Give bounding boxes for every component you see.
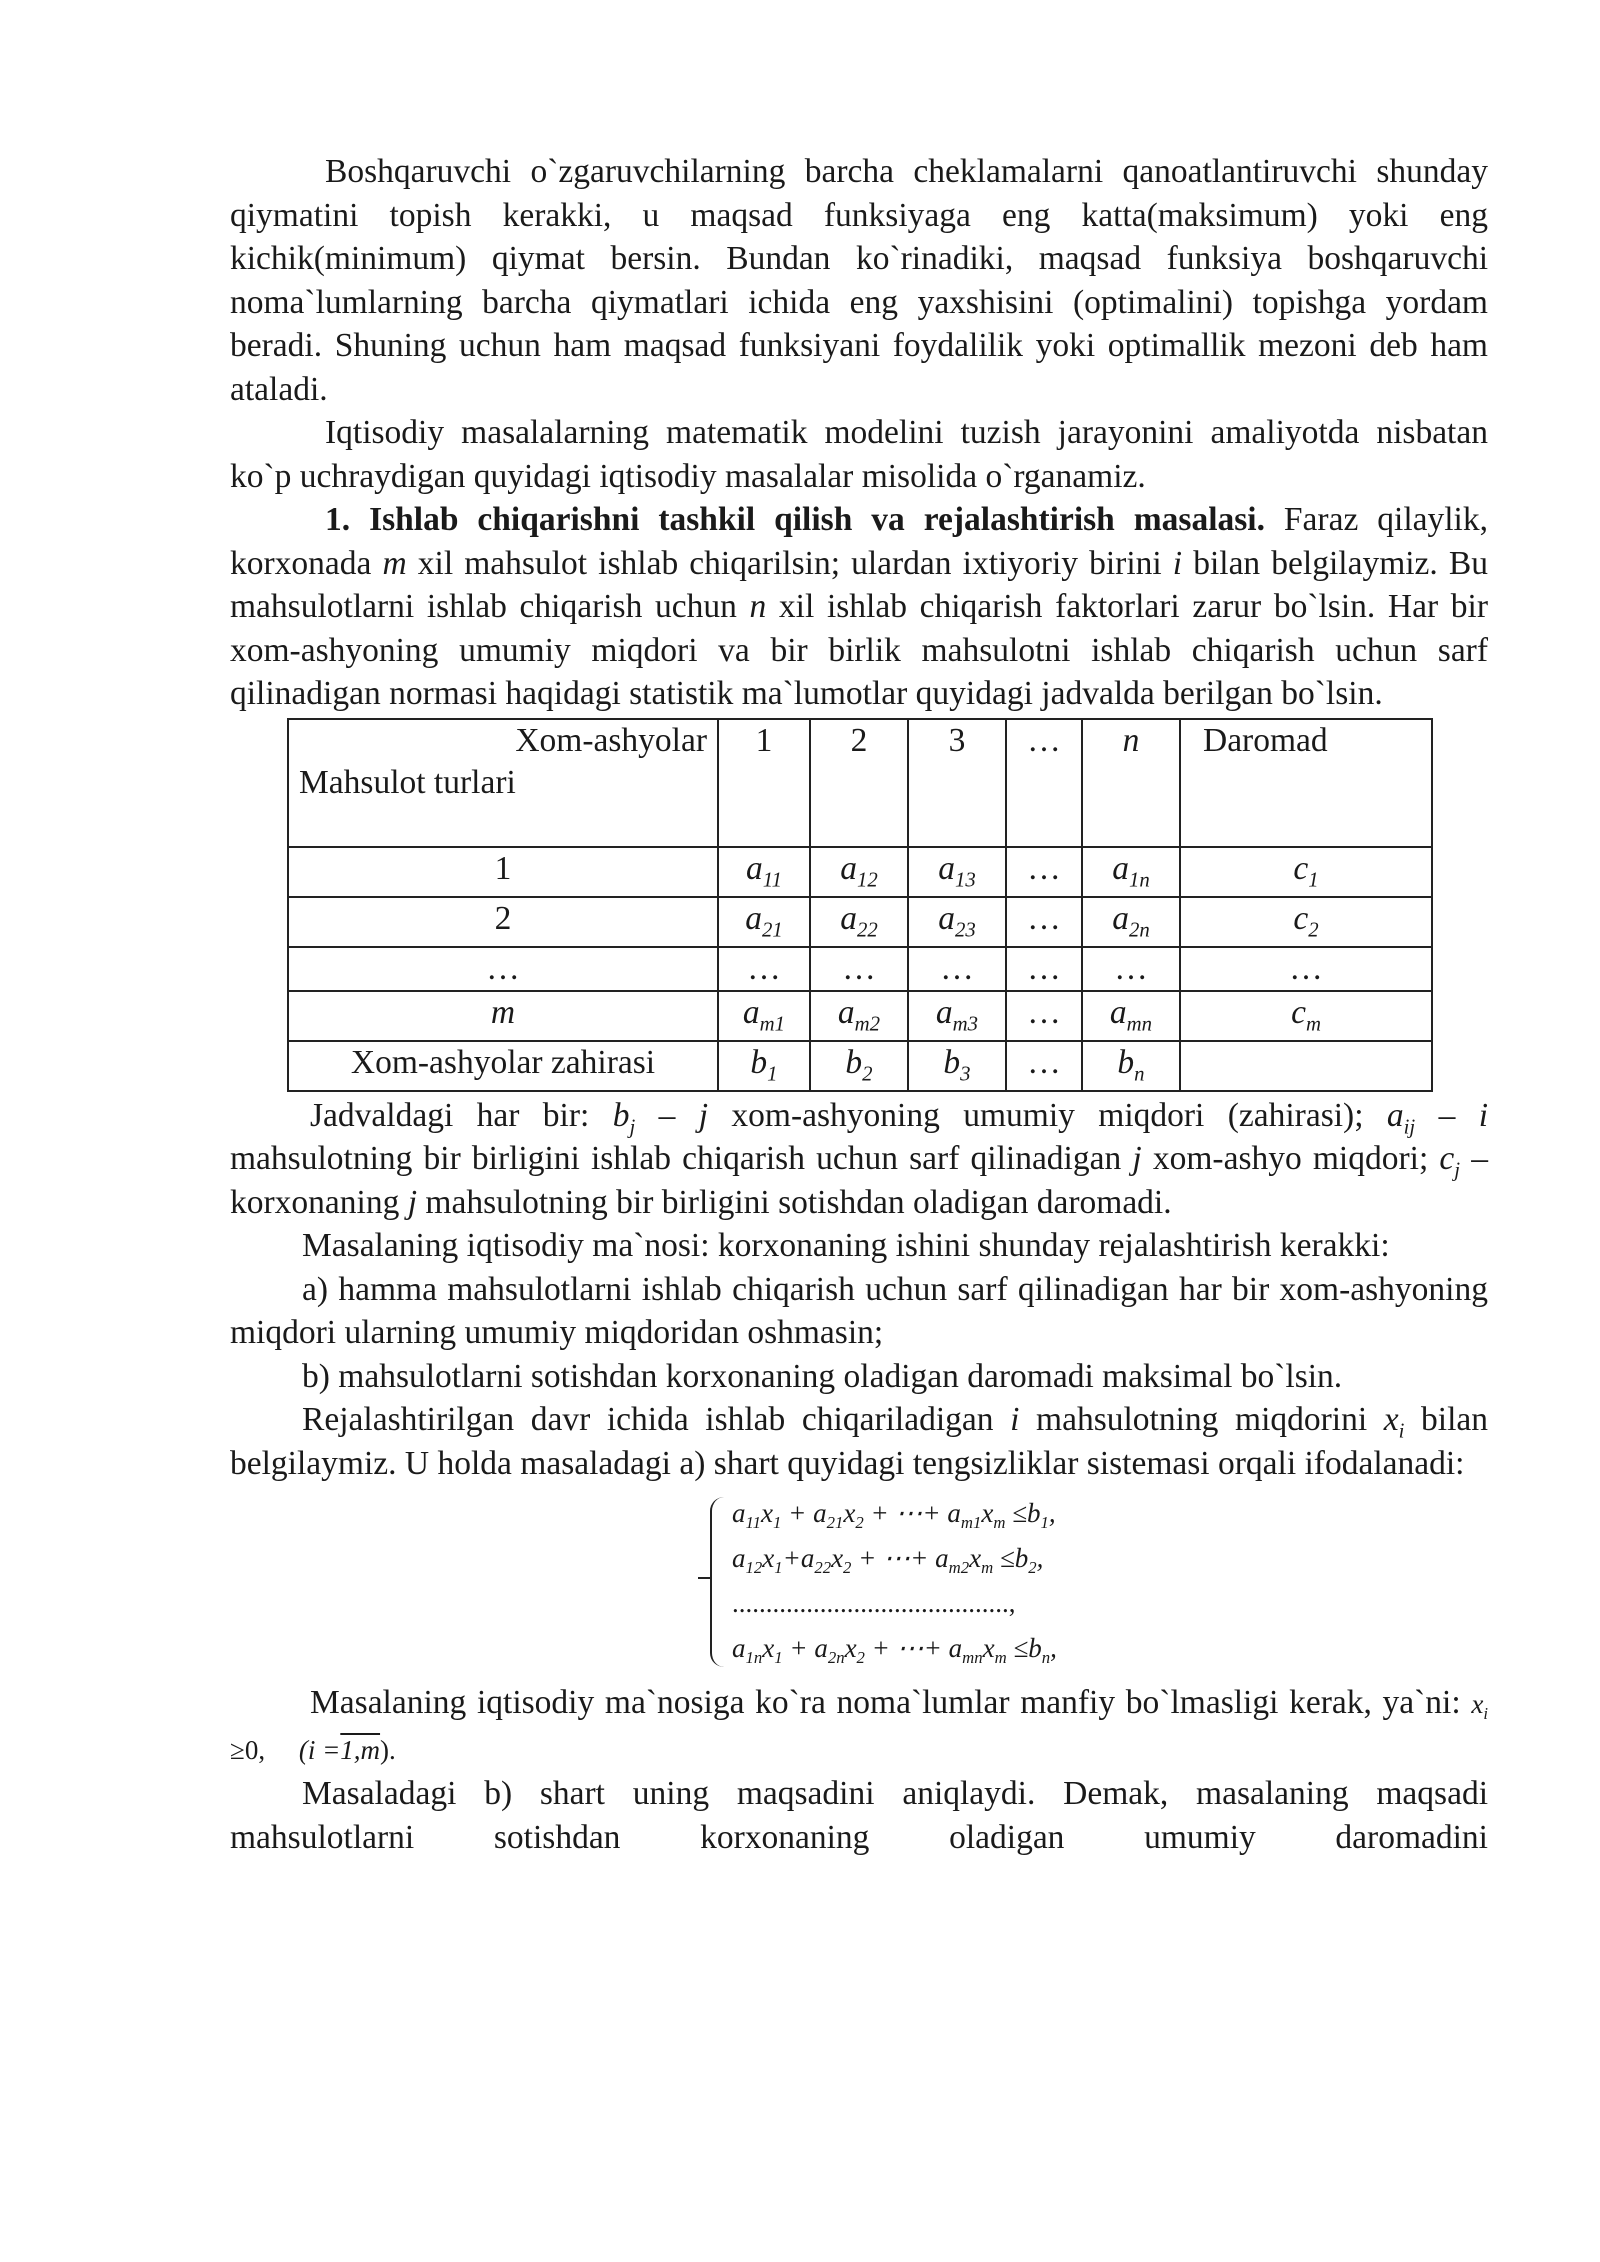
table-cell: $a_{12}$ [810, 847, 908, 897]
table-cell: $a_{1n}$ [1082, 847, 1180, 897]
paragraph-5: Masalaning iqtisodiy ma`nosi: korxonaning ishini shunday rejalashtirish kerakki: [302, 1227, 1390, 1264]
col-header: Daromad [1180, 719, 1432, 847]
table-corner-cell [288, 719, 718, 847]
table-cell: $a_{m1}$ [718, 991, 810, 1041]
table-footer-row [288, 1041, 1432, 1091]
table-cell: … [1180, 947, 1432, 991]
curly-brace [710, 1497, 726, 1667]
table-cell: … [810, 947, 908, 991]
header-top-label: Xom-ashyolar [515, 721, 707, 759]
table-cell: … [718, 947, 810, 991]
paragraph-6: a) hamma mahsulotlarni ishlab chiqarish uchun sarf qilinadigan har bir xom-ashyoning miqdori ularning umumiy miqdoridan oshmasin; [230, 1270, 1488, 1351]
table-cell: $a_{22}$ [810, 897, 908, 947]
table-cell: … [1006, 897, 1082, 947]
table-cell: … [908, 947, 1006, 991]
table-cell: $a_{mn}$ [1082, 991, 1180, 1041]
table-cell: $c_2$ [1180, 897, 1432, 947]
paragraph-9: Masalaning iqtisodiy ma`nosiga ko`ra noma`lumlar manfiy bo`lmasligi kerak, ya`ni: $x_i \ge 0$, (i =1,m). [230, 1684, 1488, 1765]
table-cell: $b_3$ [908, 1041, 1006, 1091]
table-cell: $b_2$ [810, 1041, 908, 1091]
col-header: 2 [810, 719, 908, 847]
table-row [288, 897, 1432, 947]
table-row [288, 847, 1432, 897]
section-heading: 1. Ishlab chiqarishni tashkil qilish va rejalashtirish masalasi. [325, 501, 1265, 538]
paragraph-2: Iqtisodiy masalalarning matematik modelini tuzish jarayonini amaliyotda nisbatan ko`p uchraydigan quyidagi iqtisodiy masalalar misolida o`rganamiz. [230, 414, 1488, 495]
table-cell: $c_1$ [1180, 847, 1432, 897]
table-cell: $c_m$ [1180, 991, 1432, 1041]
col-header: 3 [908, 719, 1006, 847]
table-cell [1180, 1041, 1432, 1091]
table-cell: 2 [288, 897, 718, 947]
inequality-2: $a_{12}x_1+a_{22}x_2$ + ⋯+ $a_{m2}x_m \le b_2$, [732, 1543, 1044, 1577]
col-header: n [1082, 719, 1180, 847]
table-cell: … [1006, 847, 1082, 897]
header-bottom-label: Mahsulot turlari [299, 763, 516, 801]
table-cell: $a_{m3}$ [908, 991, 1006, 1041]
col-header: … [1006, 719, 1082, 847]
paragraph-7: b) mahsulotlarni sotishdan korxonaning oladigan daromadi maksimal bo`lsin. [302, 1357, 1343, 1395]
table-cell: $a_{21}$ [718, 897, 810, 947]
table-cell: $b_1$ [718, 1041, 810, 1091]
inequality-1: $a_{11}x_1 + a_{21}x_2$ + ⋯+ $a_{m1}x_m \le b_1$, [732, 1498, 1056, 1532]
table-cell: 1 [288, 847, 718, 897]
paragraph-3: 1. Ishlab chiqarishni tashkil qilish va rejalashtirish masalasi. Faraz qilaylik, korxonada m xil mahsulot ishlab chiqarilsin; ulardan ixtiyoriy birini i bilan belgilaymiz. Bu mahsulotlarni ishlab chiqarish uchun n xil ishlab chiqarish faktorlari zarur bo`lsin. Har bir xom-ashyoning umumiy miqdori va bir birlik mahsulotni ishlab chiqarish uchun sarf qilinadigan normasi haqidagi statistik ma`lumotlar quyidagi jadvalda berilgan bo`lsin. [230, 501, 1488, 712]
table-row [288, 947, 1432, 991]
document-page [230, 150, 1488, 1859]
table-cell: $a_{2n}$ [1082, 897, 1180, 947]
table-cell: $a_{13}$ [908, 847, 1006, 897]
paragraph-4: Jadvaldagi har bir: $b_j$ – j xom-ashyoning umumiy miqdori (zahirasi); $a_{ij}$ – i mahsulotning bir birligini ishlab chiqarish uchun sarf qilinadigan j xom-ashyo miqdori; $c_j$ – korxonaning j mahsulotning bir birligini sotishdan oladigan daromadi. [230, 1096, 1489, 1221]
table-cell: $a_{m2}$ [810, 991, 908, 1041]
table-cell: … [1006, 991, 1082, 1041]
paragraph-8: Rejalashtirilgan davr ichida ishlab chiqariladigan i mahsulotning miqdorini $x_i$ bilan belgilaymiz. U holda masaladagi a) shart quyidagi tengsizliklar sistemasi orqali ifodalanadi: [230, 1401, 1489, 1482]
data-table [287, 718, 1433, 1092]
table-cell: $a_{23}$ [908, 897, 1006, 947]
inequality-dots: ........................................., [732, 1588, 1016, 1618]
table-cell: … [1006, 947, 1082, 991]
table-row [288, 991, 1432, 1041]
table-cell: … [288, 947, 718, 991]
table-cell: … [1006, 1041, 1082, 1091]
paragraph-10: Masaladagi b) shart uning maqsadini aniqlaydi. Demak, masalaning maqsadi mahsulotlarni sotishdan korxonaning oladigan umumiy daromadini [230, 1775, 1488, 1856]
inequality-system [710, 1491, 1488, 1671]
table-cell: … [1082, 947, 1180, 991]
table-cell: $a_{11}$ [718, 847, 810, 897]
col-header: 1 [718, 719, 810, 847]
inequality-n: $a_{1n}x_1 + a_{2n}x_2$ + ⋯+ $a_{mn}x_m \le b_n$, [732, 1633, 1057, 1667]
table-header-row [288, 719, 1432, 847]
table-cell: m [288, 991, 718, 1041]
paragraph-1: Boshqaruvchi o`zgaruvchilarning barcha cheklamalarni qanoatlantiruvchi shunday qiymatini topish kerakki, u maqsad funksiyaga eng katta(maksimum) yoki eng kichik(minimum) qiymat bersin. Bundan ko`rinadiki, maqsad funksiya boshqaruvchi noma`lumlarning barcha qiymatlari ichida eng yaxshisini (optimalini) topishga yordam beradi. Shuning uchun ham maqsad funksiyani foydalilik yoki optimallik mezoni deb ham ataladi. [230, 153, 1488, 408]
table-cell: Xom-ashyolar zahirasi [288, 1041, 718, 1091]
table-cell: $b_n$ [1082, 1041, 1180, 1091]
